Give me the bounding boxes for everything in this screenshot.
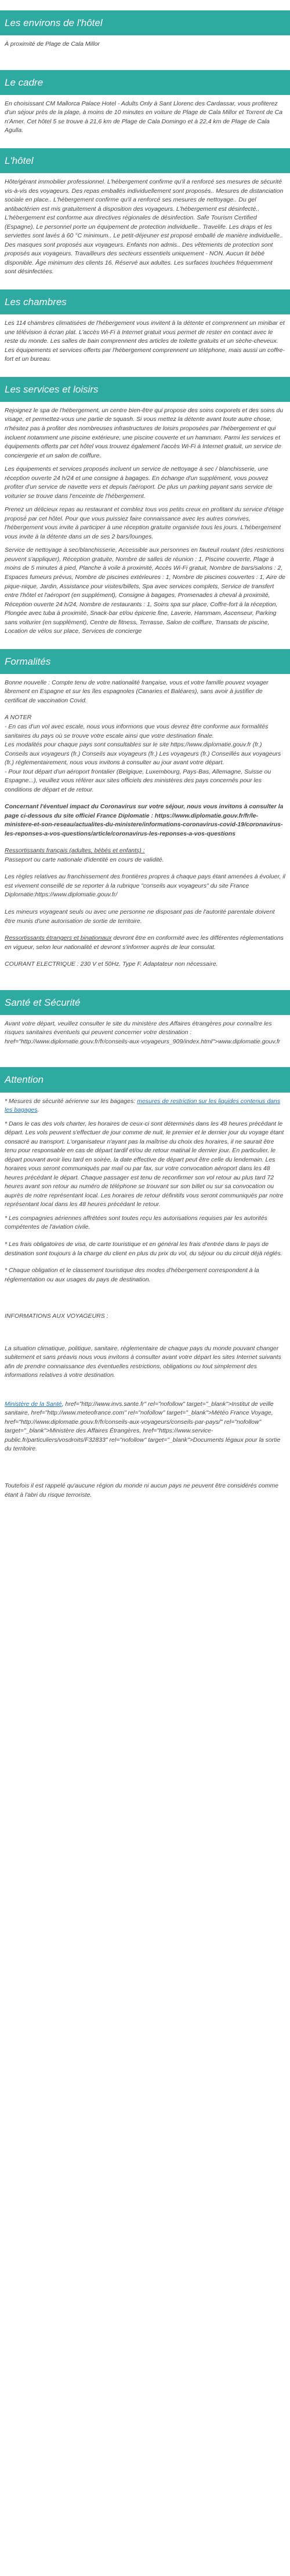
chambres-text: Les 114 chambres climatisées de l'hébergement vous invitent à la détente et comprennent un minibar et une télévision à écran plat. L'accès Wi-Fi à Internet gratuit vous permet de rester en contact avec le reste du monde. Les salles de bain comprennent des articles de toilette gratuits et un sèche-cheveux. Les équipements et services offerts par l'hébergement comprennent un téléphone, mais aussi un coffre-fort et un bureau.	[5, 320, 285, 363]
section-header-chambres: Les chambres	[0, 290, 290, 314]
ressortissants-fr-body: Passeport ou carte nationale d'identité en cours de validité.	[5, 856, 164, 863]
services-paragraph: Service de nettoyage à sec/blanchisserie, Accessible aux personnes en fauteuil roulant (des restrictions peuvent s'appliquer), Réception gratuite, Nombre de salles de réunion : 1, Piscine couverte, Plage à moins de 5 minutes à pied, Planche à voile à proximité, Accès Wi-Fi gratuit, Nombre de bars/salons : 2, Espaces fumeurs prévus, Nombre de piscines extérieures : 1, Nombre de piscines couvertes : 1, Aire de pique-nique, Jardin, Assistance pour visites/billets, Spa avec services complets, Service de transfert entre l'hôtel et l'aéroport (en supplément), Consigne à bagages, Promenades à cheval à proximité, Réception ouverte 24 h/24, Nombre de restaurants : 1, Soins spa sur place, Coffre-fort à la réception, Plongée avec tuba à proximité, Snack-bar et/ou épicerie fine, Laverie, Hammam, Ascenseur, Parking sans voiturier (en supplément), Centre de fitness, Terrasse, Salon de coiffure, Transats de piscine, Location de vélos sur place, Services de concierge	[5, 547, 285, 635]
section-body-cadre	[0, 95, 290, 148]
environs-text: À proximité de Plage de Cala Millor	[5, 41, 100, 48]
section-body-formalites	[0, 674, 290, 990]
attention-p8: Toutefois il est rappelé qu'aucune région du monde ni aucun pays ne peuvent être considérés comme étant à l'abri du risque terroriste.	[5, 1482, 279, 1498]
attention-p4: * Les frais obligatoires de visa, de carte touristique et en général les frais d'entrée dans le pays de destination sont toujours à la charge du client en plus du prix du vol, du séjour ou du circuit déjà réglés.	[5, 1241, 282, 1257]
attention-p1-text: * Mesures de sécurité aérienne sur les bagages:	[5, 1097, 137, 1105]
attention-p7	[5, 1400, 285, 1454]
section-header-services: Les services et loisirs	[0, 377, 290, 402]
formalites-p1: Bonne nouvelle : Compte tenu de votre nationalité française, vous et votre famille pouvez voyager librement en Espagne et sur les îles espagnoles (Canaries et Baléares), sans avoir à justifier de certificat de vaccination Covid.	[5, 679, 269, 704]
etrangers-body: devront être en conformité avec les différentes réglementations en vigueur, selon leur nationalité et devront s'informer auprès de leur consulat.	[5, 935, 284, 951]
regles-text: Les règles relatives au franchissement des frontières propres à chaque pays étant amenées à évoluer, il est vivement conseillé de se reporter à la rubrique "conseils aux voyageurs" du site France Diplomatie:https://www.diplomatie.gouv.fr/	[5, 873, 285, 899]
attention-p5: * Chaque obligation et le classement touristique des modes d'hébergement correspondent à la réglementation ou aux usages du pays de destination.	[5, 1267, 259, 1283]
attention-p7-text: , href="http://www.invs.sante.fr" rel="nofollow" target="_blank">Institut de veille sanitaire, href="http://www.meteofrance.com" rel="nofollow" target="_blank">Météo France Voyage, href="http://www.diplomatie.gouv.fr/fr/conseils-aux-voyageurs/conseils-par-pays/" rel="nofollow" target="_blank">Ministère des Affaires Étrangères, href="https://www.service-public.fr/particuliers/vosdroits/F32833" rel="nofollow" target="_blank">Documents légaux pour la sortie du territoire.	[5, 1400, 281, 1453]
anoter-body: - En cas d'un vol avec escale, nous vous informons que vous devrez être conforme aux formalités sanitaires du pays où se trouve votre escale ainsi que votre destination finale.	[5, 723, 269, 739]
ressortissants-fr-block	[5, 847, 285, 864]
ressortissants-fr-title: Ressortissants français (adultes, bébés et enfants) :	[5, 847, 145, 855]
infos-voyageurs-title: INFORMATIONS AUX VOYAGEURS :	[5, 1313, 108, 1320]
mineurs-text: Les mineurs voyageant seuls ou avec une personne ne disposant pas de l'autorité parentale doivent être munis d'une autorisation de sortie de territoire.	[5, 908, 275, 925]
attention-p3: * Les compagnies aériennes affrétées sont toutes reçu les autorisations requises par les autorités compétentes de l'aviation civile.	[5, 1214, 267, 1231]
hotel-text: Hôte/gérant immobilier professionnel. L'hébergement confirme qu'il a renforcé ses mesures de sécurité vis-à-vis des voyageurs. Des repas emballés individuellement sont proposés.. Mesures de distanciation sociale en place.. L'hébergement confirme qu'il a renforcé ses mesures de nettoyage.. Du gel antibactérien est mis gratuitement à disposition des voyageurs. L'hébergement est désinfecté.. L'hébergement est conforme aux directives régionales de désinfection. Safe Tourism Certified (Espagne). Le personnel porte un équipement de protection individuelle.. Travelife. Les draps et les serviettes sont lavés à 60 °C minimum.. Le petit-déjeuner est proposé emballé de manière individuelle.. Des masques sont proposés aux voyageurs. Enfants non admis.. Des vêtements de protection sont proposés aux voyageurs. Travailleurs des secteurs essentiels uniquement - NON. Aucun lit bébé disponible. Âge minimum des clients 16. Réservé aux adultes. Les surfaces touchées fréquemment sont désinfectées.	[5, 178, 284, 276]
ministere-sante-link[interactable]: Ministère de la Santé	[5, 1400, 62, 1408]
retour-text: - Pour tout départ d'un aéroport frontalier (Belgique, Luxembourg, Pays-Bas, Allemagne, Suisse ou Espagne...), veuillez vous référer aux sites officiels des ministères des pays concernés pour les conditions de départ et de retour.	[5, 768, 271, 793]
cadre-text: En choisissant CM Mallorca Palace Hotel - Adults Only à Sant Llorenc des Cardassar, vous profiterez d'un séjour près de la plage, à moins de 10 minutes en voiture de Plage de Cala Millor et Torrent de Ca n'Amer. Cet hôtel 5 se trouve à 21,6 km de Plage de Cala Domingo et à 22,4 km de Plage de Cala Agulla.	[5, 100, 283, 134]
section-header-cadre: Le cadre	[0, 70, 290, 95]
courant-text: COURANT ELECTRIQUE : 230 V et 50Hz. Type F. Adaptateur non nécessaire.	[5, 961, 218, 968]
etrangers-block	[5, 934, 285, 952]
services-paragraph: Prenez un délicieux repas au restaurant et comblez tous vos petits creux en profitant du service d'étage proposé par cet hôtel. Pour que vous puissiez faire connaissance avec les autres convives, l'hébergement vous invite à participer à une réception gratuite organisée tous les jours. L'hébergement vous invite à la détente dans un de ses 2 bars/lounges.	[5, 506, 284, 540]
attention-p1	[5, 1097, 285, 1115]
attention-p6: La situation climatique, politique, sanitaire, réglementaire de chaque pays du monde pouvant changer subitement et sans préavis nous vous invitons à consulter avant votre départ les sites Internet suivants afin de prendre connaissance des éventuelles restrictions, obligations ou tout simplement des informations relatives à votre destination.	[5, 1344, 281, 1379]
etrangers-title: Ressortissants étrangers et binationaux	[5, 935, 112, 942]
section-body-services	[0, 402, 290, 649]
sante-text: Avant votre départ, veuillez consulter le site du ministère des Affaires étrangères pour connaître les risques sanitaires éventuels qui peuvent concerner votre destination : href="http://www.diplomatie.gouv.fr/fr/conseils-aux-voyageurs_909/index.html">www.diplomatie.gouv.fr	[5, 1020, 281, 1045]
modalites-text: Les modalités pour chaque pays sont consultables sur le site https://www.diplomatie.gouv.fr (fr.) Conseils aux voyageurs (fr.) Conseils aux voyageurs (fr.) Les voyageurs (fr.) Conseillés aux voyageurs (fr.) réglementairement, nous vous invitons à consulter au jour avant votre départ.	[5, 741, 281, 767]
section-header-environs: Les environs de l'hôtel	[0, 10, 290, 35]
section-body-environs	[0, 35, 290, 62]
concernant-text: Concernant l'éventuel impact du Coronavirus sur votre séjour, nous vous invitons à consulter la page ci-dessous du site officiel France Diplomatie : https://www.diplomatie.gouv.fr/fr/le-ministere-et-son-reseau/actualites-du-ministere/informations-coronavirus-covid-19/coronavirus-les-reponses-a-vos-questions/article/coronavirus-les-reponses-a-vos-questions	[5, 803, 284, 837]
section-body-hotel	[0, 173, 290, 290]
services-paragraph: Rejoignez le spa de l'hébergement, un centre bien-être qui propose des soins corporels et des soins du visage, et permettez-vous une partie de squash. Si vous mettez la détente avant toute autre chose, n'hésitez pas à profiter des nombreuses infrastructures de loisirs proposées par l'hébergement et qui incluent notamment une piscine extérieure, une piscine couverte et un hammam. Parmi les services et équipements offerts par cet hôtel vous trouvez également l'accès Wi-Fi à Internet gratuit, un service de conciergerie et un salon de coiffure.	[5, 406, 284, 459]
attention-p1-end: .	[37, 1106, 39, 1114]
section-header-hotel: L'hôtel	[0, 148, 290, 173]
section-body-attention	[0, 1093, 290, 1512]
liquides-link[interactable]: mesures de restriction sur les liquides contenus dans les bagages	[5, 1097, 281, 1114]
section-body-sante	[0, 1015, 290, 1068]
anoter-title: A NOTER	[5, 714, 32, 721]
section-header-formalites: Formalités	[0, 649, 290, 674]
section-body-chambres	[0, 314, 290, 377]
section-header-attention: Attention	[0, 1067, 290, 1092]
top-gap	[0, 0, 290, 10]
services-paragraph: Les équipements et services proposés incluent un service de nettoyage à sec / blanchisserie, une réception ouverte 24 h/24 et une consigne à bagages. En échange d'un supplément, vous pouvez profiter d'un service de navette vers et depuis l'aéroport. De plus un parking payant sans service de voiturier se trouve dans l'enceinte de l'hébergement.	[5, 466, 273, 500]
section-header-sante: Santé et Sécurité	[0, 990, 290, 1015]
attention-p2: * Dans le cas des vols charter, les horaires de ceux-ci sont déterminés dans les 48 heures précédant le départ. Les vols peuvent s'effectuer de jour comme de nuit, le premier et le dernier jour du voyage étant consacré au transport. L'organisateur n'ayant pas la maîtrise du choix des horaires, il ne saurait être tenu pour responsable en cas de départ tardif et/ou de retour matinal le dernier jour. En particulier, le départ pouvant avoir lieu tard en soirée, la date effective de départ peut être celle du lendemain. Les horaires vous seront communiqués par mail ou par fax, sur votre convocation aéroport dans les 48 heures précédant le départ. Chaque passager est tenu de reconfirmer son vol retour au plus tard 72 heures avant son retour au numéro de téléphone se trouvant sur son billet ou sur sa convocation ou auprès de notre représentant local. Les horaires de retour définitifs vous seront communiqués par notre représentant local dans les 48 heures précédant le retour.	[5, 1120, 284, 1208]
